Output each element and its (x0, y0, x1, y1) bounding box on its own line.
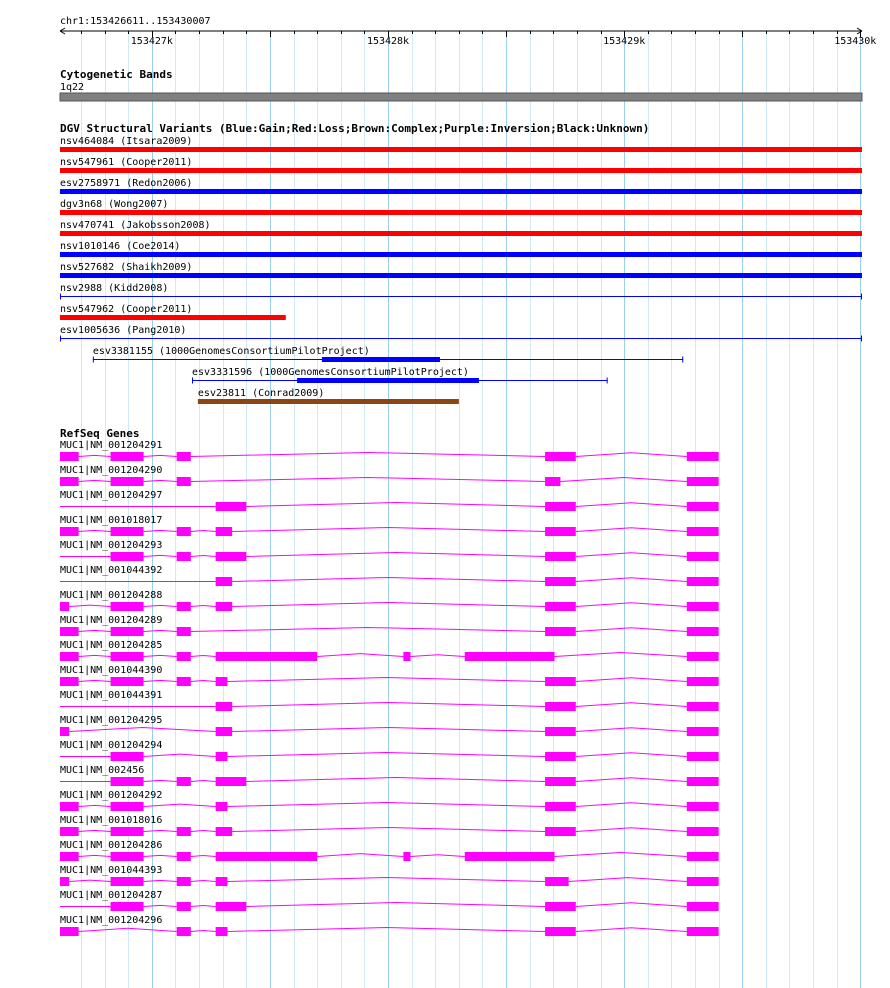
refseq-intron (191, 453, 545, 457)
refseq-intron (69, 605, 110, 606)
refseq-exon (60, 927, 79, 936)
refseq-transcript-label: MUC1|NM_001204291 (60, 440, 163, 451)
refseq-transcript[interactable] (60, 590, 719, 611)
ruler-tick-label: 153429k (603, 36, 646, 47)
refseq-transcript[interactable] (60, 490, 719, 511)
dgv-variant-label: esv2758971 (Redon2006) (60, 178, 193, 189)
refseq-exon (687, 552, 719, 561)
refseq-transcript-label: MUC1|NM_001204289 (60, 615, 163, 626)
refseq-transcript[interactable] (60, 465, 719, 486)
refseq-transcript[interactable] (60, 865, 719, 886)
refseq-transcript-label: MUC1|NM_002456 (60, 765, 145, 776)
refseq-exon (60, 452, 79, 461)
refseq-transcript[interactable] (60, 715, 719, 736)
refseq-transcript-label: MUC1|NM_001044393 (60, 865, 163, 876)
refseq-transcript-label: MUC1|NM_001044391 (60, 690, 163, 701)
refseq-exon (687, 802, 719, 811)
refseq-intron (576, 903, 687, 907)
refseq-transcript-label: MUC1|NM_001204285 (60, 640, 163, 651)
ruler-tick-label: 153428k (366, 36, 410, 47)
refseq-track[interactable] (60, 427, 719, 936)
dgv-variant-label: dgv3n68 (Wong2007) (60, 199, 169, 210)
dgv-variant[interactable] (60, 325, 862, 342)
refseq-intron (191, 781, 216, 782)
refseq-transcript[interactable] (60, 640, 719, 661)
dgv-variant-label: esv3381155 (1000GenomesConsortiumPilotProject) (92, 346, 370, 357)
dgv-features (60, 136, 862, 404)
refseq-exon (177, 602, 191, 611)
refseq-transcript-label: MUC1|NM_001018016 (60, 815, 163, 826)
refseq-exon (545, 727, 576, 736)
refseq-intron (317, 854, 403, 857)
refseq-intron (191, 906, 216, 907)
refseq-exon (687, 577, 719, 586)
refseq-intron (227, 753, 545, 757)
refseq-exon (177, 927, 191, 936)
refseq-intron (227, 878, 545, 882)
refseq-exon (216, 927, 228, 936)
refseq-exon (177, 627, 191, 636)
refseq-exon (216, 702, 233, 711)
refseq-transcript-label: MUC1|NM_001204288 (60, 590, 163, 601)
refseq-exon (111, 452, 144, 461)
refseq-exon (545, 927, 576, 936)
dgv-track-title: DGV Structural Variants (Blue:Gain;Red:Loss;Brown:Complex;Purple:Inversion;Black:Unknown) (60, 122, 650, 135)
refseq-intron (576, 728, 687, 732)
refseq-exon (687, 752, 719, 761)
dgv-variant[interactable] (60, 220, 862, 236)
refseq-exon (111, 802, 144, 811)
dgv-variant[interactable] (60, 136, 862, 152)
refseq-exon (545, 902, 576, 911)
refseq-intron (79, 928, 177, 931)
refseq-transcript[interactable] (60, 690, 719, 711)
ruler-track (60, 16, 876, 47)
dgv-variant-label: nsv527682 (Shaikh2009) (60, 262, 193, 273)
dgv-variant-label: nsv470741 (Jakobsson2008) (60, 220, 211, 231)
refseq-intron (191, 556, 216, 557)
dgv-variant[interactable] (60, 199, 862, 215)
refseq-transcript-label: MUC1|NM_001204293 (60, 540, 163, 551)
refseq-intron (576, 778, 687, 782)
refseq-exon (216, 552, 247, 561)
refseq-transcript[interactable] (60, 515, 719, 536)
refseq-transcript[interactable] (60, 790, 719, 811)
ruler-tick-label: 153430k (834, 36, 877, 47)
refseq-exon (545, 577, 576, 586)
refseq-intron (576, 753, 687, 757)
refseq-exon (403, 852, 410, 861)
refseq-exon (216, 852, 318, 861)
refseq-exon (545, 552, 576, 561)
refseq-intron (144, 680, 177, 681)
refseq-exon (111, 527, 144, 536)
refseq-exon (111, 627, 144, 636)
refseq-exon (687, 852, 719, 861)
dgv-variant-bar (198, 399, 459, 404)
refseq-intron (191, 531, 216, 532)
refseq-transcript[interactable] (60, 540, 719, 561)
refseq-exon (545, 777, 576, 786)
refseq-exon (687, 502, 719, 511)
dgv-variant-bar (60, 315, 286, 320)
refseq-exon (545, 877, 569, 886)
refseq-intron (227, 928, 545, 932)
refseq-exon (60, 677, 79, 686)
grid-lines (82, 34, 861, 988)
refseq-features (60, 440, 719, 936)
refseq-transcript-label: MUC1|NM_001204292 (60, 790, 163, 801)
refseq-intron (410, 655, 464, 657)
refseq-intron (191, 931, 216, 932)
refseq-exon (111, 777, 144, 786)
refseq-intron (69, 728, 215, 732)
refseq-exon (60, 527, 79, 536)
refseq-exon (687, 927, 719, 936)
refseq-exon (111, 477, 144, 486)
refseq-exon (465, 652, 555, 661)
ruler-ticks (82, 31, 877, 47)
dgv-variant-bar (297, 378, 479, 383)
refseq-exon (111, 552, 144, 561)
dgv-variant-label: esv23811 (Conrad2009) (197, 388, 325, 399)
dgv-variant-label: esv1005636 (Pang2010) (60, 325, 187, 336)
dgv-variant-label: nsv464084 (Itsara2009) (60, 136, 193, 147)
refseq-intron (576, 703, 687, 707)
refseq-intron (144, 855, 177, 856)
refseq-intron (576, 678, 687, 682)
refseq-exon (545, 802, 576, 811)
refseq-transcript[interactable] (60, 915, 719, 936)
refseq-transcript[interactable] (60, 440, 719, 461)
refseq-intron (144, 530, 177, 531)
refseq-exon (687, 727, 719, 736)
refseq-exon (465, 852, 555, 861)
refseq-exon (177, 452, 191, 461)
refseq-exon (177, 652, 191, 661)
refseq-exon (177, 677, 191, 686)
dgv-variant-bar (60, 147, 862, 152)
dgv-variant[interactable] (192, 367, 608, 384)
dgv-variant[interactable] (60, 157, 862, 173)
refseq-exon (177, 827, 191, 836)
refseq-transcript[interactable] (60, 765, 719, 786)
dgv-variant-bar (60, 168, 862, 173)
refseq-exon (60, 852, 79, 861)
refseq-intron (576, 828, 687, 832)
refseq-exon (216, 652, 318, 661)
refseq-exon (687, 477, 719, 486)
refseq-intron (191, 681, 216, 682)
refseq-intron (576, 578, 687, 582)
refseq-exon (111, 827, 144, 836)
refseq-transcript-label: MUC1|NM_001204294 (60, 740, 163, 751)
refseq-exon (177, 777, 191, 786)
refseq-transcript[interactable] (60, 665, 719, 686)
refseq-intron (246, 553, 545, 557)
refseq-exon (545, 477, 560, 486)
refseq-intron (227, 678, 545, 682)
refseq-transcript[interactable] (60, 890, 719, 911)
refseq-exon (60, 802, 79, 811)
refseq-exon (545, 702, 576, 711)
refseq-exon (111, 677, 144, 686)
refseq-intron (191, 881, 216, 882)
refseq-transcript-label: MUC1|NM_001204295 (60, 715, 163, 726)
refseq-transcript[interactable] (60, 740, 719, 761)
refseq-intron (144, 655, 177, 656)
dgv-variant[interactable] (60, 304, 286, 320)
refseq-intron (144, 455, 177, 456)
refseq-intron (555, 853, 687, 857)
refseq-exon (687, 677, 719, 686)
cytoband-track[interactable] (60, 68, 862, 101)
dgv-variant[interactable] (60, 283, 862, 300)
refseq-intron (191, 606, 216, 607)
refseq-exon (545, 827, 576, 836)
refseq-exon (111, 602, 144, 611)
refseq-intron (144, 630, 177, 631)
refseq-exon (545, 452, 576, 461)
refseq-exon (687, 702, 719, 711)
refseq-intron (144, 780, 177, 781)
refseq-exon (216, 677, 228, 686)
refseq-exon (177, 902, 191, 911)
dgv-variant-bar (60, 189, 862, 194)
refseq-exon (216, 777, 247, 786)
dgv-variant-label: nsv547962 (Cooper2011) (60, 304, 193, 315)
refseq-exon (216, 577, 233, 586)
refseq-transcript[interactable] (60, 615, 719, 636)
refseq-intron (246, 503, 545, 507)
refseq-transcript-label: MUC1|NM_001044392 (60, 565, 163, 576)
cytoband-track-title: Cytogenetic Bands (60, 68, 173, 81)
dgv-variant-label: nsv1010146 (Coe2014) (60, 241, 181, 252)
dgv-variant-bar (60, 273, 862, 278)
dgv-variant-label: nsv2988 (Kidd2008) (60, 283, 169, 294)
dgv-variant-bar (60, 252, 862, 257)
refseq-intron (69, 880, 110, 881)
refseq-exon (177, 852, 191, 861)
refseq-transcript[interactable] (60, 815, 719, 836)
refseq-exon (687, 652, 719, 661)
refseq-exon (216, 527, 233, 536)
refseq-transcript-label: MUC1|NM_001204296 (60, 915, 163, 926)
refseq-exon (216, 877, 228, 886)
refseq-transcript-label: MUC1|NM_001204297 (60, 490, 163, 501)
refseq-exon (687, 877, 719, 886)
refseq-exon (111, 752, 144, 761)
dgv-variant-label: esv3331596 (1000GenomesConsortiumPilotProject) (192, 367, 469, 378)
cytoband-bar[interactable] (60, 93, 862, 101)
refseq-intron (144, 830, 177, 831)
refseq-exon (216, 502, 247, 511)
dgv-variant-bar (60, 231, 862, 236)
refseq-exon (545, 677, 576, 686)
refseq-exon (687, 602, 719, 611)
region-label: chr1:153426611..153430007 (60, 16, 211, 27)
dgv-variant[interactable] (60, 241, 862, 257)
refseq-exon (687, 777, 719, 786)
dgv-track[interactable] (60, 122, 862, 404)
dgv-variant[interactable] (198, 388, 459, 404)
refseq-intron (576, 928, 687, 932)
refseq-intron (246, 903, 545, 907)
ruler-tick-label: 153427k (130, 36, 173, 47)
refseq-exon (60, 827, 79, 836)
dgv-variant-label: nsv547961 (Cooper2011) (60, 157, 193, 168)
refseq-exon (687, 902, 719, 911)
refseq-exon (545, 502, 576, 511)
refseq-exon (60, 877, 69, 886)
refseq-transcript-label: MUC1|NM_001204286 (60, 840, 163, 851)
refseq-exon (60, 627, 79, 636)
refseq-intron (144, 480, 177, 481)
refseq-intron (576, 528, 687, 532)
refseq-exon (111, 902, 144, 911)
refseq-transcript-label: MUC1|NM_001018017 (60, 515, 163, 526)
refseq-intron (576, 453, 687, 457)
refseq-intron (576, 628, 687, 632)
refseq-exon (216, 802, 228, 811)
refseq-track-title: RefSeq Genes (60, 427, 140, 440)
refseq-exon (216, 827, 233, 836)
refseq-exon (687, 452, 719, 461)
refseq-transcript-label: MUC1|NM_001044390 (60, 665, 163, 676)
refseq-exon (60, 727, 69, 736)
refseq-exon (216, 602, 233, 611)
refseq-exon (216, 727, 233, 736)
refseq-intron (317, 654, 403, 657)
refseq-intron (144, 880, 177, 881)
refseq-exon (60, 602, 69, 611)
refseq-intron (144, 754, 216, 756)
refseq-intron (246, 778, 545, 782)
refseq-exon (403, 652, 410, 661)
refseq-transcript[interactable] (60, 840, 719, 861)
refseq-intron (227, 803, 545, 807)
refseq-exon (687, 827, 719, 836)
refseq-intron (191, 856, 216, 857)
refseq-exon (177, 552, 191, 561)
refseq-transcript-label: MUC1|NM_001204290 (60, 465, 163, 476)
refseq-exon (687, 527, 719, 536)
refseq-intron (191, 628, 545, 632)
refseq-transcript-label: MUC1|NM_001204287 (60, 890, 163, 901)
refseq-intron (191, 478, 545, 482)
refseq-exon (545, 627, 576, 636)
refseq-exon (216, 902, 247, 911)
refseq-intron (555, 653, 687, 657)
refseq-intron (576, 603, 687, 607)
refseq-intron (144, 555, 177, 556)
refseq-exon (60, 652, 79, 661)
refseq-exon (545, 752, 576, 761)
refseq-intron (191, 656, 216, 657)
refseq-exon (111, 852, 144, 861)
refseq-intron (576, 803, 687, 807)
refseq-intron (576, 553, 687, 557)
refseq-exon (216, 752, 228, 761)
refseq-exon (545, 602, 576, 611)
refseq-intron (410, 855, 464, 857)
dgv-variant-bar (322, 357, 440, 362)
refseq-intron (191, 831, 216, 832)
refseq-intron (144, 804, 216, 806)
refseq-exon (111, 652, 144, 661)
refseq-intron (144, 605, 177, 606)
refseq-intron (569, 878, 687, 882)
refseq-exon (687, 627, 719, 636)
refseq-exon (60, 477, 79, 486)
dgv-variant[interactable] (60, 262, 862, 278)
refseq-exon (545, 527, 576, 536)
refseq-exon (177, 527, 191, 536)
dgv-variant[interactable] (60, 178, 862, 194)
dgv-variant-bar (60, 210, 862, 215)
refseq-exon (177, 877, 191, 886)
refseq-intron (560, 478, 686, 482)
refseq-exon (111, 877, 144, 886)
refseq-exon (177, 477, 191, 486)
refseq-transcript[interactable] (60, 565, 719, 586)
cytoband-label: 1q22 (60, 82, 85, 93)
refseq-intron (576, 503, 687, 507)
refseq-intron (144, 905, 177, 906)
